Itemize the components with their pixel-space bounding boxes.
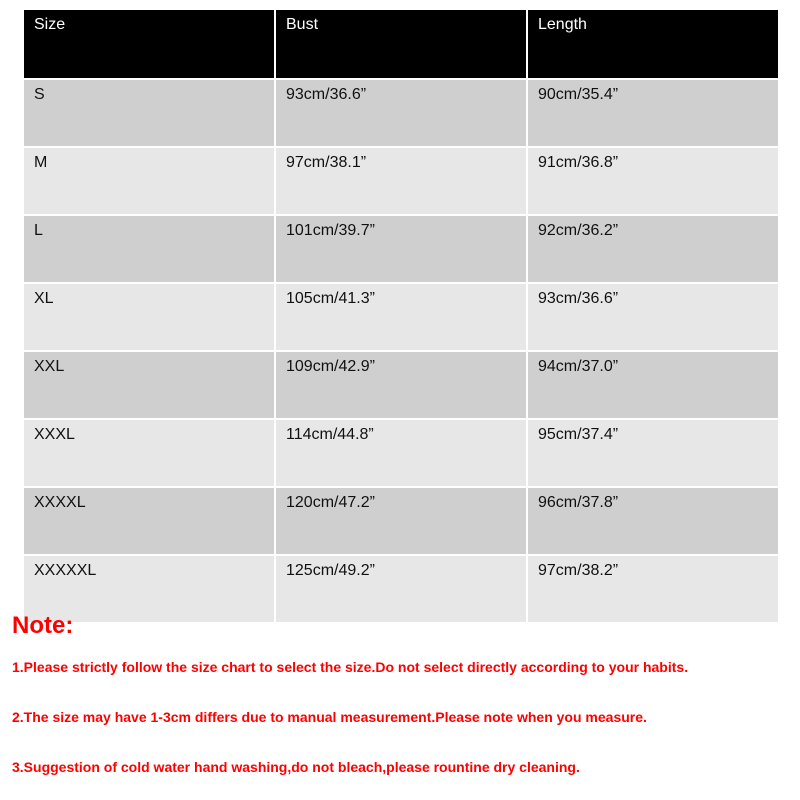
header-length: Length (527, 9, 779, 79)
header-size: Size (23, 9, 275, 79)
cell-size: S (23, 79, 275, 147)
cell-bust: 101cm/39.7” (275, 215, 527, 283)
table-header-row (23, 9, 779, 79)
cell-length: 92cm/36.2” (527, 215, 779, 283)
cell-bust: 125cm/49.2” (275, 555, 527, 623)
cell-length: 94cm/37.0” (527, 351, 779, 419)
note-line-1: 1.Please strictly follow the size chart to select the size.Do not select directly according to your habits. (12, 659, 689, 675)
table-row (23, 147, 779, 215)
table-row (23, 283, 779, 351)
cell-size: XXXXL (23, 487, 275, 555)
note-section (12, 612, 792, 776)
cell-size: XXXXXL (23, 555, 275, 623)
table-row (23, 79, 779, 147)
cell-size: XXXL (23, 419, 275, 487)
note-line-3: 3.Suggestion of cold water hand washing,do not bleach,please rountine dry cleaning. (12, 759, 580, 775)
cell-size: M (23, 147, 275, 215)
cell-bust: 120cm/47.2” (275, 487, 527, 555)
cell-length: 90cm/35.4” (527, 79, 779, 147)
cell-size: L (23, 215, 275, 283)
size-chart-table (22, 8, 780, 624)
cell-length: 91cm/36.8” (527, 147, 779, 215)
cell-length: 93cm/36.6” (527, 283, 779, 351)
cell-size: XL (23, 283, 275, 351)
table-row (23, 215, 779, 283)
cell-bust: 93cm/36.6” (275, 79, 527, 147)
table-row (23, 351, 779, 419)
cell-bust: 109cm/42.9” (275, 351, 527, 419)
cell-size: XXL (23, 351, 275, 419)
table-row (23, 487, 779, 555)
cell-bust: 105cm/41.3” (275, 283, 527, 351)
table-row (23, 419, 779, 487)
cell-length: 95cm/37.4” (527, 419, 779, 487)
cell-length: 97cm/38.2” (527, 555, 779, 623)
note-title: Note: (12, 612, 74, 639)
cell-bust: 114cm/44.8” (275, 419, 527, 487)
cell-bust: 97cm/38.1” (275, 147, 527, 215)
header-bust: Bust (275, 9, 527, 79)
note-line-2: 2.The size may have 1-3cm differs due to manual measurement.Please note when you measure. (12, 709, 647, 725)
cell-length: 96cm/37.8” (527, 487, 779, 555)
